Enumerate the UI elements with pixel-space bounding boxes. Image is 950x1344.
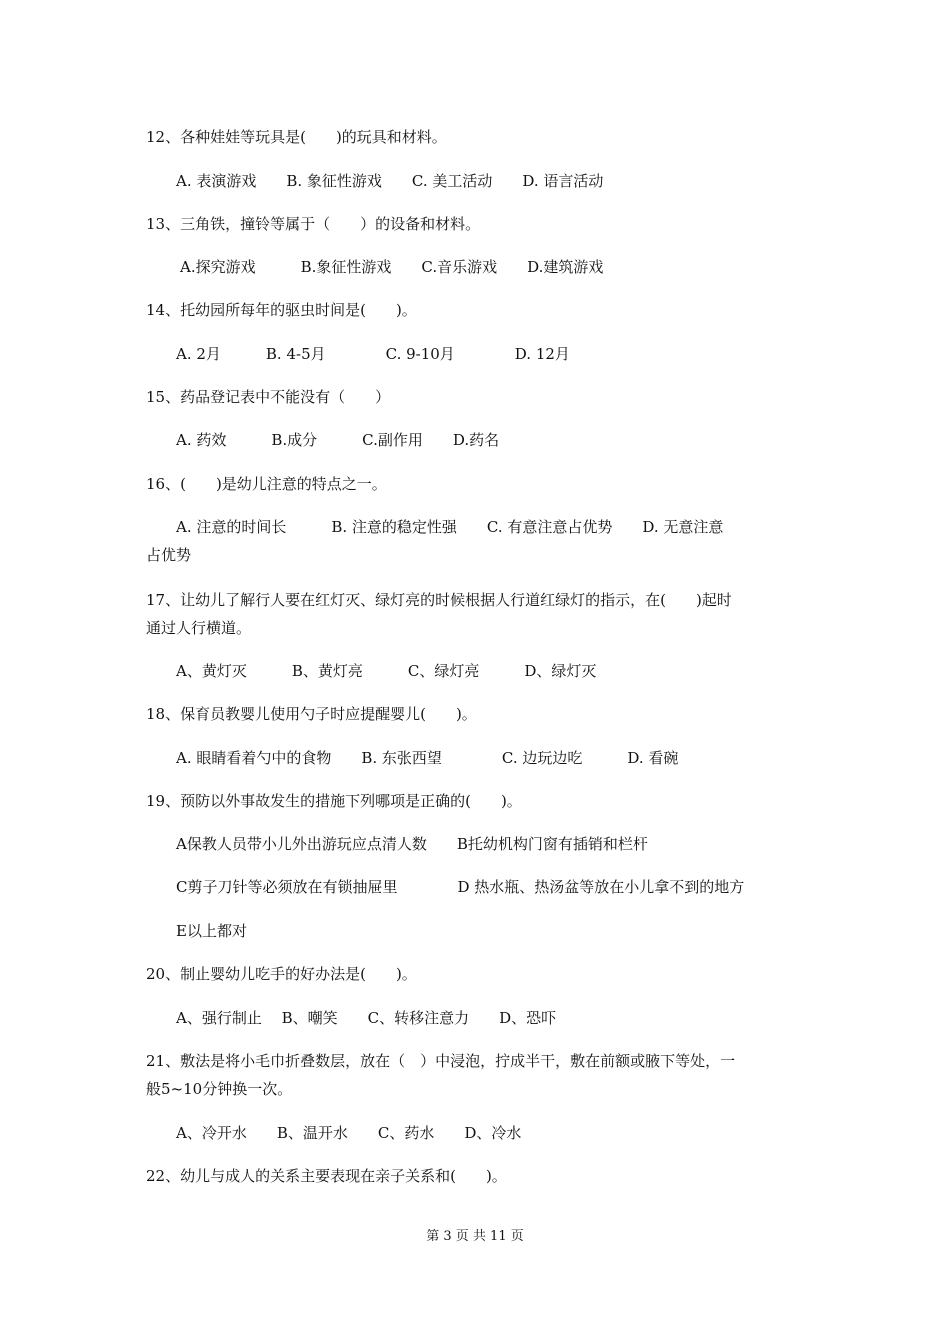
question-17-options: A、黄灯灭 B、黄灯亮 C、绿灯亮 D、绿灯灭	[176, 662, 597, 680]
question-19-options-line3: E以上都对	[176, 922, 247, 940]
question-16: 16、( )是幼儿注意的特点之一。	[146, 475, 387, 493]
question-21-continued: 般5~10分钟换一次。	[146, 1080, 293, 1098]
question-19: 19、预防以外事故发生的措施下列哪项是正确的( )。	[146, 792, 522, 810]
question-19-options-line2: C剪子刀针等必须放在有锁抽屉里 D 热水瓶、热汤盆等放在小儿拿不到的地方	[176, 878, 745, 896]
question-13: 13、三角铁，撞铃等属于（ ）的设备和材料。	[146, 215, 481, 233]
question-19-options-line1: A保教人员带小儿外出游玩应点清人数 B托幼机构门窗有插销和栏杆	[176, 835, 648, 853]
question-21: 21、敷法是将小毛巾折叠数层，放在（ ）中浸泡，拧成半干，敷在前额或腋下等处，一	[146, 1052, 736, 1070]
question-22: 22、幼儿与成人的关系主要表现在亲子关系和( )。	[146, 1167, 507, 1185]
question-17: 17、让幼儿了解行人要在红灯灭、绿灯亮的时候根据人行道红绿灯的指示，在( )起时	[146, 591, 732, 609]
question-18: 18、保育员教婴儿使用勺子时应提醒婴儿( )。	[146, 705, 477, 723]
question-20: 20、制止婴幼儿吃手的好办法是( )。	[146, 965, 417, 983]
question-18-options: A. 眼睛看着勺中的食物 B. 东张西望 C. 边玩边吃 D. 看碗	[176, 749, 679, 767]
question-21-options: A、冷开水 B、温开水 C、药水 D、冷水	[176, 1124, 522, 1142]
question-16-options: A. 注意的时间长 B. 注意的稳定性强 C. 有意注意占优势 D. 无意注意	[176, 518, 724, 536]
question-12: 12、各种娃娃等玩具是( )的玩具和材料。	[146, 128, 447, 146]
question-16-options-continued: 占优势	[146, 546, 192, 564]
question-20-options: A、强行制止 B、嘲笑 C、转移注意力 D、恐吓	[176, 1009, 557, 1027]
question-13-options: A.探究游戏 B.象征性游戏 C.音乐游戏 D.建筑游戏	[180, 258, 604, 276]
question-12-options: A. 表演游戏 B. 象征性游戏 C. 美工活动 D. 语言活动	[176, 172, 604, 190]
question-14-options: A. 2月 B. 4-5月 C. 9-10月 D. 12月	[176, 345, 570, 363]
question-15: 15、药品登记表中不能没有（ ）	[146, 388, 391, 406]
page-footer: 第 3 页 共 11 页	[426, 1229, 524, 1244]
question-14: 14、托幼园所每年的驱虫时间是( )。	[146, 301, 417, 319]
question-15-options: A. 药效 B.成分 C.副作用 D.药名	[176, 431, 500, 449]
question-17-continued: 通过人行横道。	[146, 619, 252, 637]
